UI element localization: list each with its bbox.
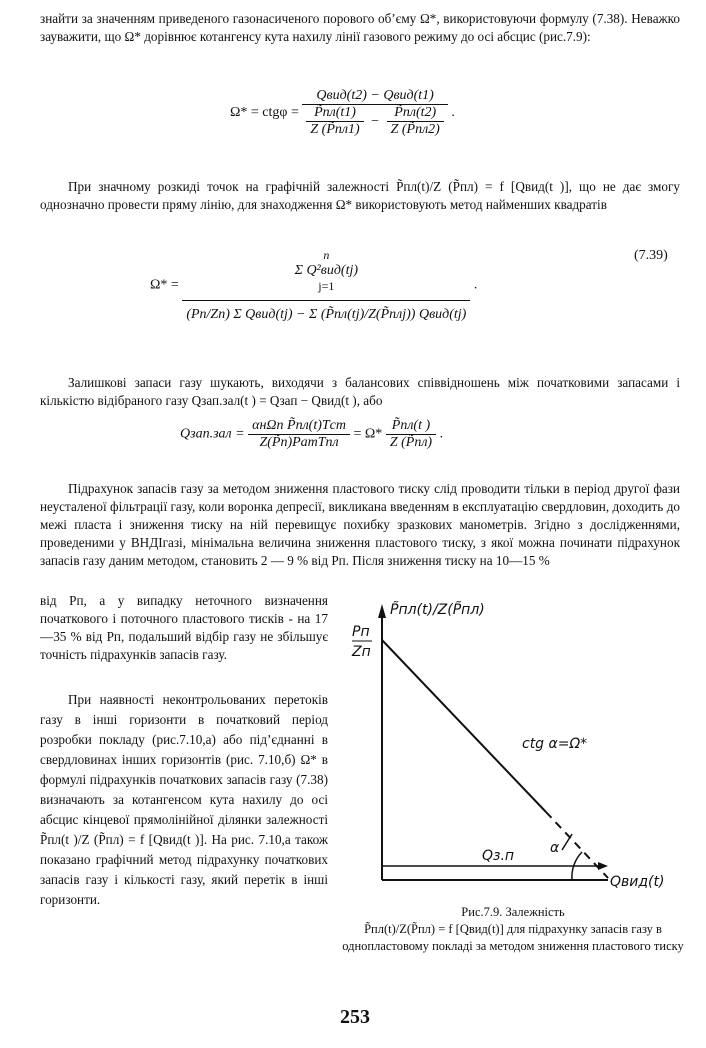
eq1-den-a [306, 105, 363, 138]
y-axis-title: P̃пл(t)/Z(P̃пл) [390, 602, 485, 618]
paragraph-6: При наявності неконтрольованих перетоків газу в інші горизонти в початковий період розробки покладу (рис.7.10,а) або під’єднанні в свердловинах інших горизонтів (рис. 7.10,б) Ω* в формулі підрахунків початкових запасів газу (7.38) визначають за котангенсом кута нахилу до осі абсцис кінцевої прямолінійної ділянки залежності P̃пл(t )/Z (P̃пл) = f [Qвид(t )]. На рис. 7.10,а також показано графічний метод підрахунку початкових запасів газу і кількості газу, який перетік в інші горизонти. [40, 692, 328, 907]
eq1-den-b [387, 105, 444, 138]
eq1-fraction [302, 88, 447, 138]
x-segment-label: Qз.п [482, 848, 515, 864]
eq2-sum-top: n [323, 248, 330, 262]
equation-residual-reserves [180, 418, 443, 451]
paragraph-5: від Pп, а у випадку неточного визначення початкового і поточного пластового тисків - на 17—35 % від Pп, подальший відбір газу не збільшує точність підрахунків запасів газу. [40, 593, 328, 662]
angle-pointer [562, 834, 572, 850]
eq1-denominator [302, 105, 447, 138]
eq3-lhs: Qзап.зал = [180, 426, 245, 442]
eq3-num2: P̃пл(t ) [386, 418, 436, 435]
eq1-den-a-num: P̃пл(t1) [306, 105, 363, 122]
eq2-end: . [473, 277, 478, 293]
page-number: 253 [340, 1006, 370, 1028]
eq3-fraction-1 [248, 418, 350, 451]
eq3-den1: Z(P̃п)PатTпл [259, 435, 339, 450]
figure-caption [340, 904, 686, 955]
eq3-fraction-2 [386, 418, 436, 451]
paragraph-2: При значному розкиді точок на графічній залежності P̃пл(t)/Z (P̃пл) = f [Qвид(t )], що не дає змогу однозначно провести пряму лінію, для знаходження Ω* використовують метод найменших квадратів [40, 179, 680, 212]
eq1-den-a-den: Z (P̃пл1) [310, 122, 360, 137]
y-tick-numerator: Pп [352, 624, 370, 640]
eq3-end: . [439, 426, 444, 442]
y-tick-denominator: Zп [352, 644, 371, 660]
eq2-sum-bottom: j=1 [318, 279, 335, 293]
eq3-num1: αнΩп P̃пл(t)Tст [248, 418, 350, 435]
eq1-minus: − [371, 113, 380, 129]
eq1-end: . [451, 105, 455, 120]
eq2-lhs: Ω* = [150, 277, 179, 293]
caption-line-2: P̃пл(t)/Z(P̃пл) = f [Qвид(t)] для підрахунку запасів газу в однопластовому покладі за методом зниження пластового тиску [342, 922, 684, 953]
equation-omega-ctg [230, 88, 455, 138]
paragraph-4: Підрахунок запасів газу за методом зниження пластового тиску слід проводити тільки в період другої фази неусталеної фільтрації газу, коли воронка депресії, викликана введенням в експлуатацію свердловин, доходить до межі пласта і зниження тиску на ній перевищує похибку зразкових манометрів. Згідно з дослідженнями, проведеними у ВНДІгазі, мінімальна величина зниження пластового тиску, з якої можна починати підрахунок запасів газу даним методом, становить 2 — 9 % від Pп. Після зниження тиску на 10—15 % [40, 481, 680, 568]
eq3-mid: = Ω* [353, 426, 383, 442]
y-axis-arrow-icon [378, 604, 386, 618]
figure-7-9-graph [346, 596, 686, 906]
eq2-numerator [182, 248, 470, 301]
eq1-numerator: Qвид(t2) − Qвид(t1) [302, 88, 447, 105]
paragraph-1: знайти за значенням приведеного газонасиченого порового об’єму Ω*, використовуючи формулу (7.38). Неважко зауважити, що Ω* дорівнює котангенсу кута нахилу лінії газового режиму до осі абсцис (рис.7.9): [40, 11, 680, 44]
eq1-lhs: Ω* = ctgφ = [230, 105, 299, 120]
eq2-denominator: (Pп/Zп) Σ Qвид(tj) − Σ (P̃пл(tj)/Z(P̃плj)) Qвид(tj) [186, 307, 467, 322]
x-axis-title: Qвид(t) [610, 874, 665, 890]
eq1-den-b-den: Z (P̃пл2) [390, 122, 440, 137]
paragraph-3: Залишкові запаси газу шукають, виходячи з балансових співвідношень між початковими запасами і кількістю відібраного газу Qзап.зал(t ) = Qзап − Qвид(t ), або [40, 375, 680, 408]
equation-number: (7.39) [634, 248, 668, 263]
eq2-num-text: Σ Q²вид(tj) [294, 263, 359, 278]
eq3-den2: Z (P̃пл) [389, 435, 433, 450]
caption-line-1: Рис.7.9. Залежність [461, 905, 565, 919]
equation-least-squares [150, 248, 477, 323]
slope-line [382, 640, 546, 812]
q-segment-arrow-icon [598, 862, 608, 870]
eq2-fraction [182, 248, 470, 323]
slope-label: ctg α=Ω* [522, 736, 588, 752]
angle-label: α [550, 840, 560, 856]
eq1-den-b-num: P̃пл(t2) [387, 105, 444, 122]
